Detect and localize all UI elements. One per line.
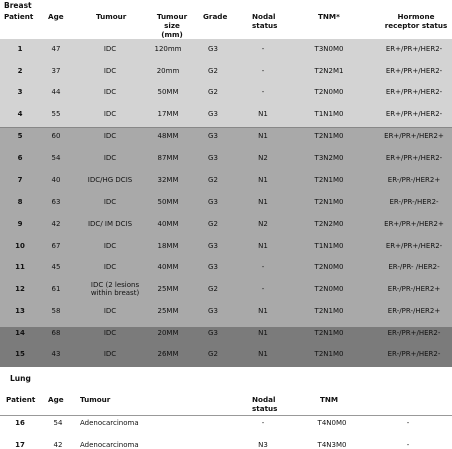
row-age: 40	[51, 176, 61, 184]
row-patient: 15	[15, 350, 25, 358]
row-grade: G3	[208, 263, 218, 271]
row-hormone: ER-/PR-/HER2-	[389, 198, 439, 206]
header-grade: Grade	[203, 12, 228, 21]
row-hormone: ER-/PR-/HER2+	[387, 307, 441, 315]
row-grade: G3	[208, 198, 218, 206]
row-tnm: T2N1M0	[314, 198, 344, 206]
lung-header-tumour: Tumour	[80, 395, 111, 404]
row-tumour: IDC	[103, 154, 117, 162]
row-patient: 7	[17, 176, 23, 184]
row-age: 43	[51, 350, 61, 358]
row-hormone: ER+/PR+/HER2-	[385, 88, 443, 96]
lung-header-patient: Patient	[6, 395, 36, 404]
row-nodal: -	[261, 263, 265, 271]
row-tumour: IDC (2 lesions within breast)	[90, 281, 140, 297]
header-hormone: Hormone receptor status	[384, 12, 448, 30]
row-tnm: T1N1M0	[314, 242, 344, 250]
header-patient: Patient	[4, 12, 34, 21]
row-patient: 9	[17, 220, 23, 228]
row-age: 67	[51, 242, 61, 250]
row-patient: 14	[15, 329, 25, 337]
row-hormone: ER-/PR-/HER2+	[387, 176, 441, 184]
row-patient: 3	[17, 88, 23, 96]
row-size: 17MM	[157, 110, 179, 118]
lung-row-tnm: T4N0M0	[317, 419, 347, 427]
row-nodal: N1	[258, 198, 268, 206]
row-age: 68	[51, 329, 61, 337]
row-age: 47	[51, 45, 61, 53]
lung-header-nodal-status: Nodal status	[252, 395, 278, 413]
row-tnm: T2N1M0	[314, 350, 344, 358]
row-patient: 5	[17, 132, 23, 140]
row-size: 26MM	[157, 350, 179, 358]
row-nodal: N2	[258, 154, 268, 162]
row-size: 20MM	[157, 329, 179, 337]
row-tumour: IDC	[103, 110, 117, 118]
row-nodal: N1	[258, 176, 268, 184]
lung-row-extra: -	[406, 419, 410, 427]
lung-header-age: Age	[48, 395, 64, 404]
row-hormone: ER-/PR+/HER2-	[387, 329, 441, 337]
row-nodal: N2	[258, 220, 268, 228]
row-hormone: ER+/PR+/HER2-	[385, 45, 443, 53]
row-grade: G3	[208, 242, 218, 250]
header-nodal-status: Nodal status	[252, 12, 278, 30]
row-size: 87MM	[157, 154, 179, 162]
row-tnm: T2N1M0	[314, 132, 344, 140]
row-grade: G3	[208, 110, 218, 118]
row-age: 42	[51, 220, 61, 228]
row-age: 54	[51, 154, 61, 162]
row-hormone: ER-/PR- /HER2-	[388, 263, 440, 271]
row-hormone: ER+/PR+/HER2+	[384, 132, 444, 140]
row-tnm: T2N2M1	[314, 67, 344, 75]
row-size: 50MM	[157, 198, 179, 206]
row-age: 44	[51, 88, 61, 96]
row-tumour: IDC	[103, 45, 117, 53]
lung-header-tnm: TNM	[320, 395, 339, 404]
lung-row-nodal: -	[261, 419, 265, 427]
row-grade: G2	[208, 220, 218, 228]
row-size: 18MM	[157, 242, 179, 250]
lung-row-tumour: Adenocarcinoma	[80, 419, 139, 427]
row-tumour: IDC	[103, 329, 117, 337]
breast-section-title: Breast	[4, 1, 32, 10]
row-size: 40MM	[157, 220, 179, 228]
row-size: 25MM	[157, 307, 179, 315]
row-grade: G3	[208, 307, 218, 315]
row-size: 20mm	[156, 67, 180, 75]
row-age: 37	[51, 67, 61, 75]
row-nodal: -	[261, 45, 265, 53]
row-patient: 10	[15, 242, 25, 250]
row-nodal: N1	[258, 350, 268, 358]
row-patient: 13	[15, 307, 25, 315]
row-tnm: T2N1M0	[314, 176, 344, 184]
header-tnm: TNM*	[318, 12, 340, 21]
row-tumour: IDC	[103, 132, 117, 140]
lung-row-age: 42	[53, 441, 63, 449]
row-patient: 4	[17, 110, 23, 118]
row-nodal: N1	[258, 110, 268, 118]
row-size: 120mm	[154, 45, 182, 53]
row-size: 40MM	[157, 263, 179, 271]
row-age: 58	[51, 307, 61, 315]
row-tumour: IDC	[103, 263, 117, 271]
row-grade: G3	[208, 154, 218, 162]
row-hormone: ER+/PR+/HER2-	[385, 242, 443, 250]
header-age: Age	[48, 12, 64, 21]
row-grade: G2	[208, 176, 218, 184]
lung-row-patient: 17	[15, 441, 25, 449]
lung-row-age: 54	[53, 419, 63, 427]
row-tnm: T2N0M0	[314, 285, 344, 293]
row-grade: G3	[208, 132, 218, 140]
row-grade: G2	[208, 350, 218, 358]
row-size: 32MM	[157, 176, 179, 184]
row-tnm: T3N0M0	[314, 45, 344, 53]
lung-row-nodal: N3	[258, 441, 268, 449]
row-size: 50MM	[157, 88, 179, 96]
row-age: 55	[51, 110, 61, 118]
row-patient: 6	[17, 154, 23, 162]
row-age: 63	[51, 198, 61, 206]
row-size: 48MM	[157, 132, 179, 140]
lung-row-tnm: T4N3M0	[317, 441, 347, 449]
row-tumour: IDC	[103, 307, 117, 315]
lung-section-title: Lung	[10, 374, 31, 383]
row-nodal: N1	[258, 329, 268, 337]
row-tnm: T3N2M0	[314, 154, 344, 162]
row-tumour: IDC	[103, 67, 117, 75]
row-grade: G3	[208, 329, 218, 337]
row-patient: 8	[17, 198, 23, 206]
row-age: 61	[51, 285, 61, 293]
row-nodal: -	[261, 67, 265, 75]
row-tumour: IDC	[103, 242, 117, 250]
row-tnm: T1N1M0	[314, 110, 344, 118]
lung-row-extra: -	[406, 441, 410, 449]
row-patient: 1	[17, 45, 23, 53]
row-tnm: T2N0M0	[314, 263, 344, 271]
row-age: 60	[51, 132, 61, 140]
row-tumour: IDC	[103, 198, 117, 206]
row-nodal: N1	[258, 242, 268, 250]
row-tnm: T2N1M0	[314, 307, 344, 315]
row-patient: 12	[15, 285, 25, 293]
row-patient: 11	[15, 263, 25, 271]
row-tumour: IDC/HG DCIS	[87, 176, 133, 184]
row-tnm: T2N2M0	[314, 220, 344, 228]
row-hormone: ER+/PR+/HER2+	[384, 220, 444, 228]
row-grade: G2	[208, 67, 218, 75]
row-hormone: ER+/PR+/HER2-	[385, 110, 443, 118]
header-tumour-size: Tumour size (mm)	[156, 12, 188, 39]
row-nodal: -	[261, 285, 265, 293]
row-hormone: ER+/PR+/HER2-	[385, 67, 443, 75]
lung-row-patient: 16	[15, 419, 25, 427]
row-hormone: ER+/PR+/HER2-	[385, 154, 443, 162]
row-nodal: N1	[258, 307, 268, 315]
row-hormone: ER-/PR-/HER2+	[387, 285, 441, 293]
row-patient: 2	[17, 67, 23, 75]
row-hormone: ER-/PR+/HER2-	[387, 350, 441, 358]
row-age: 45	[51, 263, 61, 271]
lung-row-tumour: Adenocarcinoma	[80, 441, 139, 449]
row-tumour: IDC	[103, 350, 117, 358]
row-nodal: -	[261, 88, 265, 96]
row-grade: G3	[208, 45, 218, 53]
row-grade: G2	[208, 285, 218, 293]
row-grade: G2	[208, 88, 218, 96]
row-nodal: N1	[258, 132, 268, 140]
row-size: 25MM	[157, 285, 179, 293]
row-tumour: IDC	[103, 88, 117, 96]
header-tumour: Tumour	[96, 12, 127, 21]
row-tnm: T2N0M0	[314, 88, 344, 96]
row-tumour: IDC/ IM DCIS	[87, 220, 133, 228]
row-tnm: T2N1M0	[314, 329, 344, 337]
